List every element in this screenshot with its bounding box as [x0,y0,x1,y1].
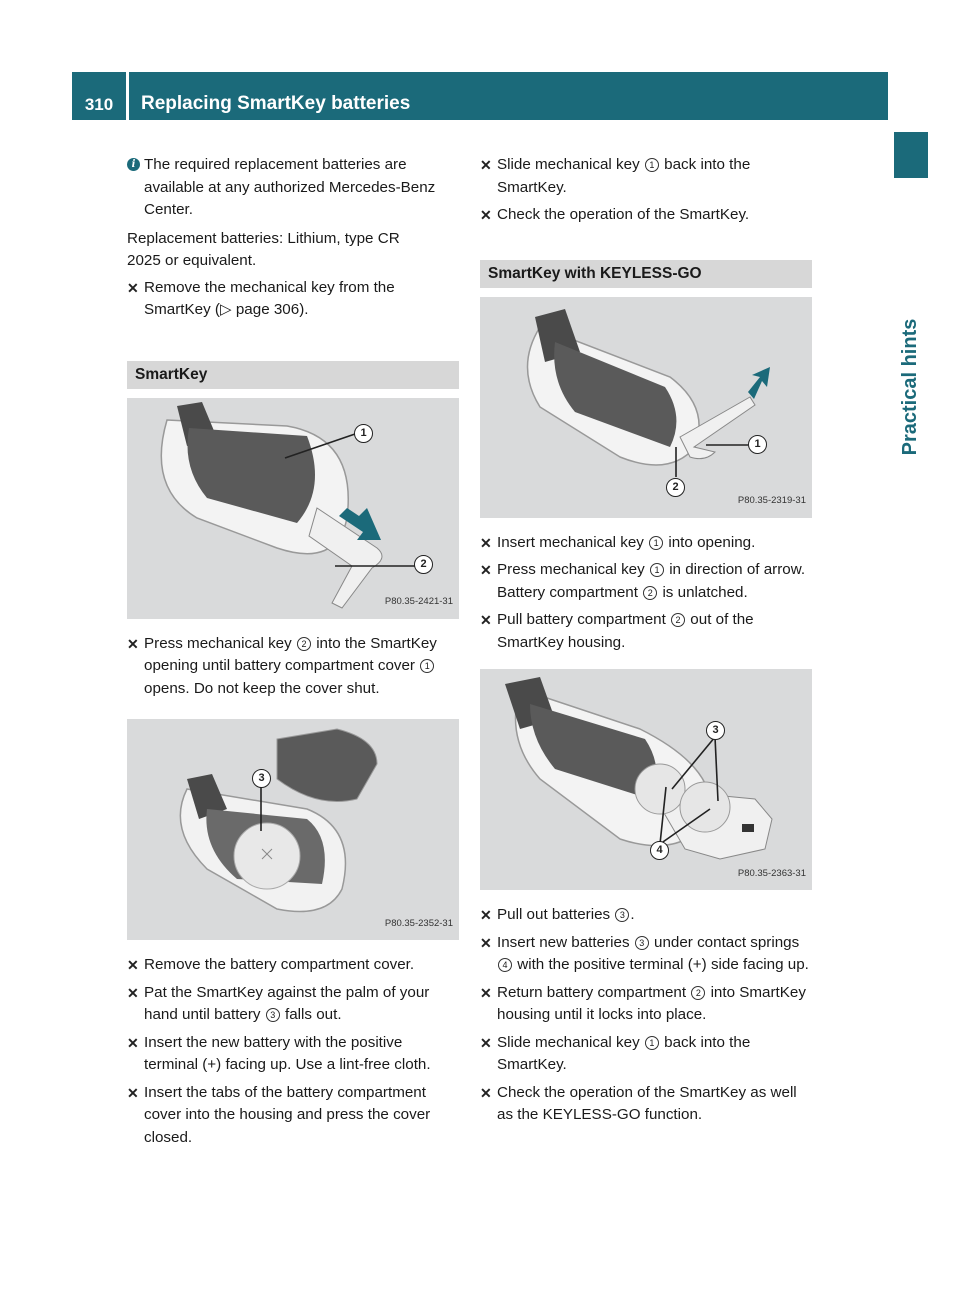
step-pull-compartment: ✕ Pull battery compartment 2 out of the SmartKey housing. [480,611,754,651]
step-arrow-icon: ✕ [127,635,139,652]
number-1-icon: 1 [645,1036,659,1050]
keyless-batteries-illustration [480,669,812,890]
info-note: i The required replacement batteries are available at any authorized Mercedes-Benz Center. [127,154,459,222]
step-arrow-icon: ✕ [480,534,492,551]
callout-2: 2 [414,555,433,574]
step-arrow-icon: ✕ [480,907,492,923]
callout-4: 4 [650,841,669,860]
smartkey-battery-illustration [127,719,459,940]
step-return-compartment: ✕ Return battery compartment 2 into SmartKey housing until it locks into place. [480,983,806,1023]
header-separator [126,72,129,120]
step-insert-tabs: ✕ Insert the tabs of the battery compartment cover into the housing and press the cover closed. [127,1083,431,1146]
step-arrow-icon: ✕ [480,562,492,578]
callout-3: 3 [706,721,725,740]
figure-keyless-key [480,297,812,518]
figure-smartkey-press [127,398,459,619]
step-arrow-icon: ✕ [127,1084,139,1101]
callout-1: 1 [748,435,767,454]
number-1-icon: 1 [649,536,663,550]
figure-code: P80.35-2319-31 [737,495,806,506]
callout-1: 1 [354,424,373,443]
step-arrow-icon: ✕ [127,984,139,1001]
step-arrow-icon: ✕ [480,1084,492,1101]
step-remove-cover: ✕ Remove the battery compartment cover. [127,954,459,977]
section-title-smartkey: SmartKey [127,361,459,389]
step-press-key-arrow: ✕ Press mechanical key 1 in direction of arrow. Battery compartment 2 is unlatched. [480,561,806,601]
callout-2: 2 [666,478,685,497]
step-arrow-icon: ✕ [480,984,492,1001]
step-press-key: ✕ Press mechanical key 2 into the SmartKey opening until battery compartment cover 1 opens. Do not keep the cover shut. [127,634,437,697]
number-2-icon: 2 [643,586,657,600]
number-3-icon: 3 [635,936,649,950]
number-1-icon: 1 [650,563,664,577]
figure-smartkey-battery [127,719,459,940]
step-arrow-icon: ✕ [127,279,139,296]
number-3-icon: 3 [266,1008,280,1022]
number-1-icon: 1 [645,158,659,172]
figure-code: P80.35-2421-31 [384,596,453,607]
side-tab-marker [894,132,928,178]
step-remove-key: ✕ Remove the mechanical key from the SmartKey (▷ page 306). [127,278,395,318]
number-4-icon: 4 [498,958,512,972]
step-arrow-icon: ✕ [480,157,492,173]
keyless-key-illustration [480,297,812,518]
number-2-icon: 2 [297,637,311,651]
page-number: 310 [84,95,114,114]
figure-code: P80.35-2352-31 [384,917,453,929]
info-icon: i [127,158,140,171]
step-slide-key-2: ✕ Slide mechanical key 1 back into the SmartKey. [480,1033,751,1073]
number-3-icon: 3 [615,908,629,922]
step-check-keyless-go: ✕ Check the operation of the SmartKey as well as the KEYLESS-GO function. [480,1083,797,1123]
step-insert-battery: ✕ Insert the new battery with the positive terminal (+) facing up. Use a lint-free cloth. [127,1033,431,1073]
callout-3: 3 [252,769,271,788]
step-insert-new-batteries: ✕ Insert new batteries 3 under contact springs 4 with the positive terminal (+) side facing up. [480,933,809,973]
section-title-keyless-go: SmartKey with KEYLESS-GO [480,260,812,288]
smartkey-press-illustration [127,398,459,619]
step-arrow-icon: ✕ [127,1034,139,1051]
step-arrow-icon: ✕ [480,1034,492,1051]
side-tab-label: Practical hints [899,318,921,456]
number-1-icon: 1 [420,659,434,673]
left-column [127,154,459,1154]
step-arrow-icon: ✕ [480,207,492,223]
step-slide-key: ✕ Slide mechanical key 1 back into the SmartKey. [480,156,751,196]
page-title: Replacing SmartKey batteries [141,93,411,114]
step-arrow-icon: ✕ [480,612,492,628]
number-2-icon: 2 [671,613,685,627]
replacement-text: Replacement batteries: Lithium, type CR 2025 or equivalent. [127,229,400,269]
figure-keyless-batteries [480,669,812,890]
step-pat-smartkey: ✕ Pat the SmartKey against the palm of your hand until battery 3 falls out. [127,983,430,1023]
figure-code: P80.35-2363-31 [737,867,806,879]
step-arrow-icon: ✕ [127,957,139,973]
step-check-smartkey: ✕ Check the operation of the SmartKey. [480,204,812,227]
right-column [480,154,812,1132]
step-arrow-icon: ✕ [480,934,492,951]
number-2-icon: 2 [691,986,705,1000]
step-pull-batteries: ✕ Pull out batteries 3 . [480,904,812,927]
step-insert-key: ✕ Insert mechanical key 1 into opening. [480,532,812,555]
